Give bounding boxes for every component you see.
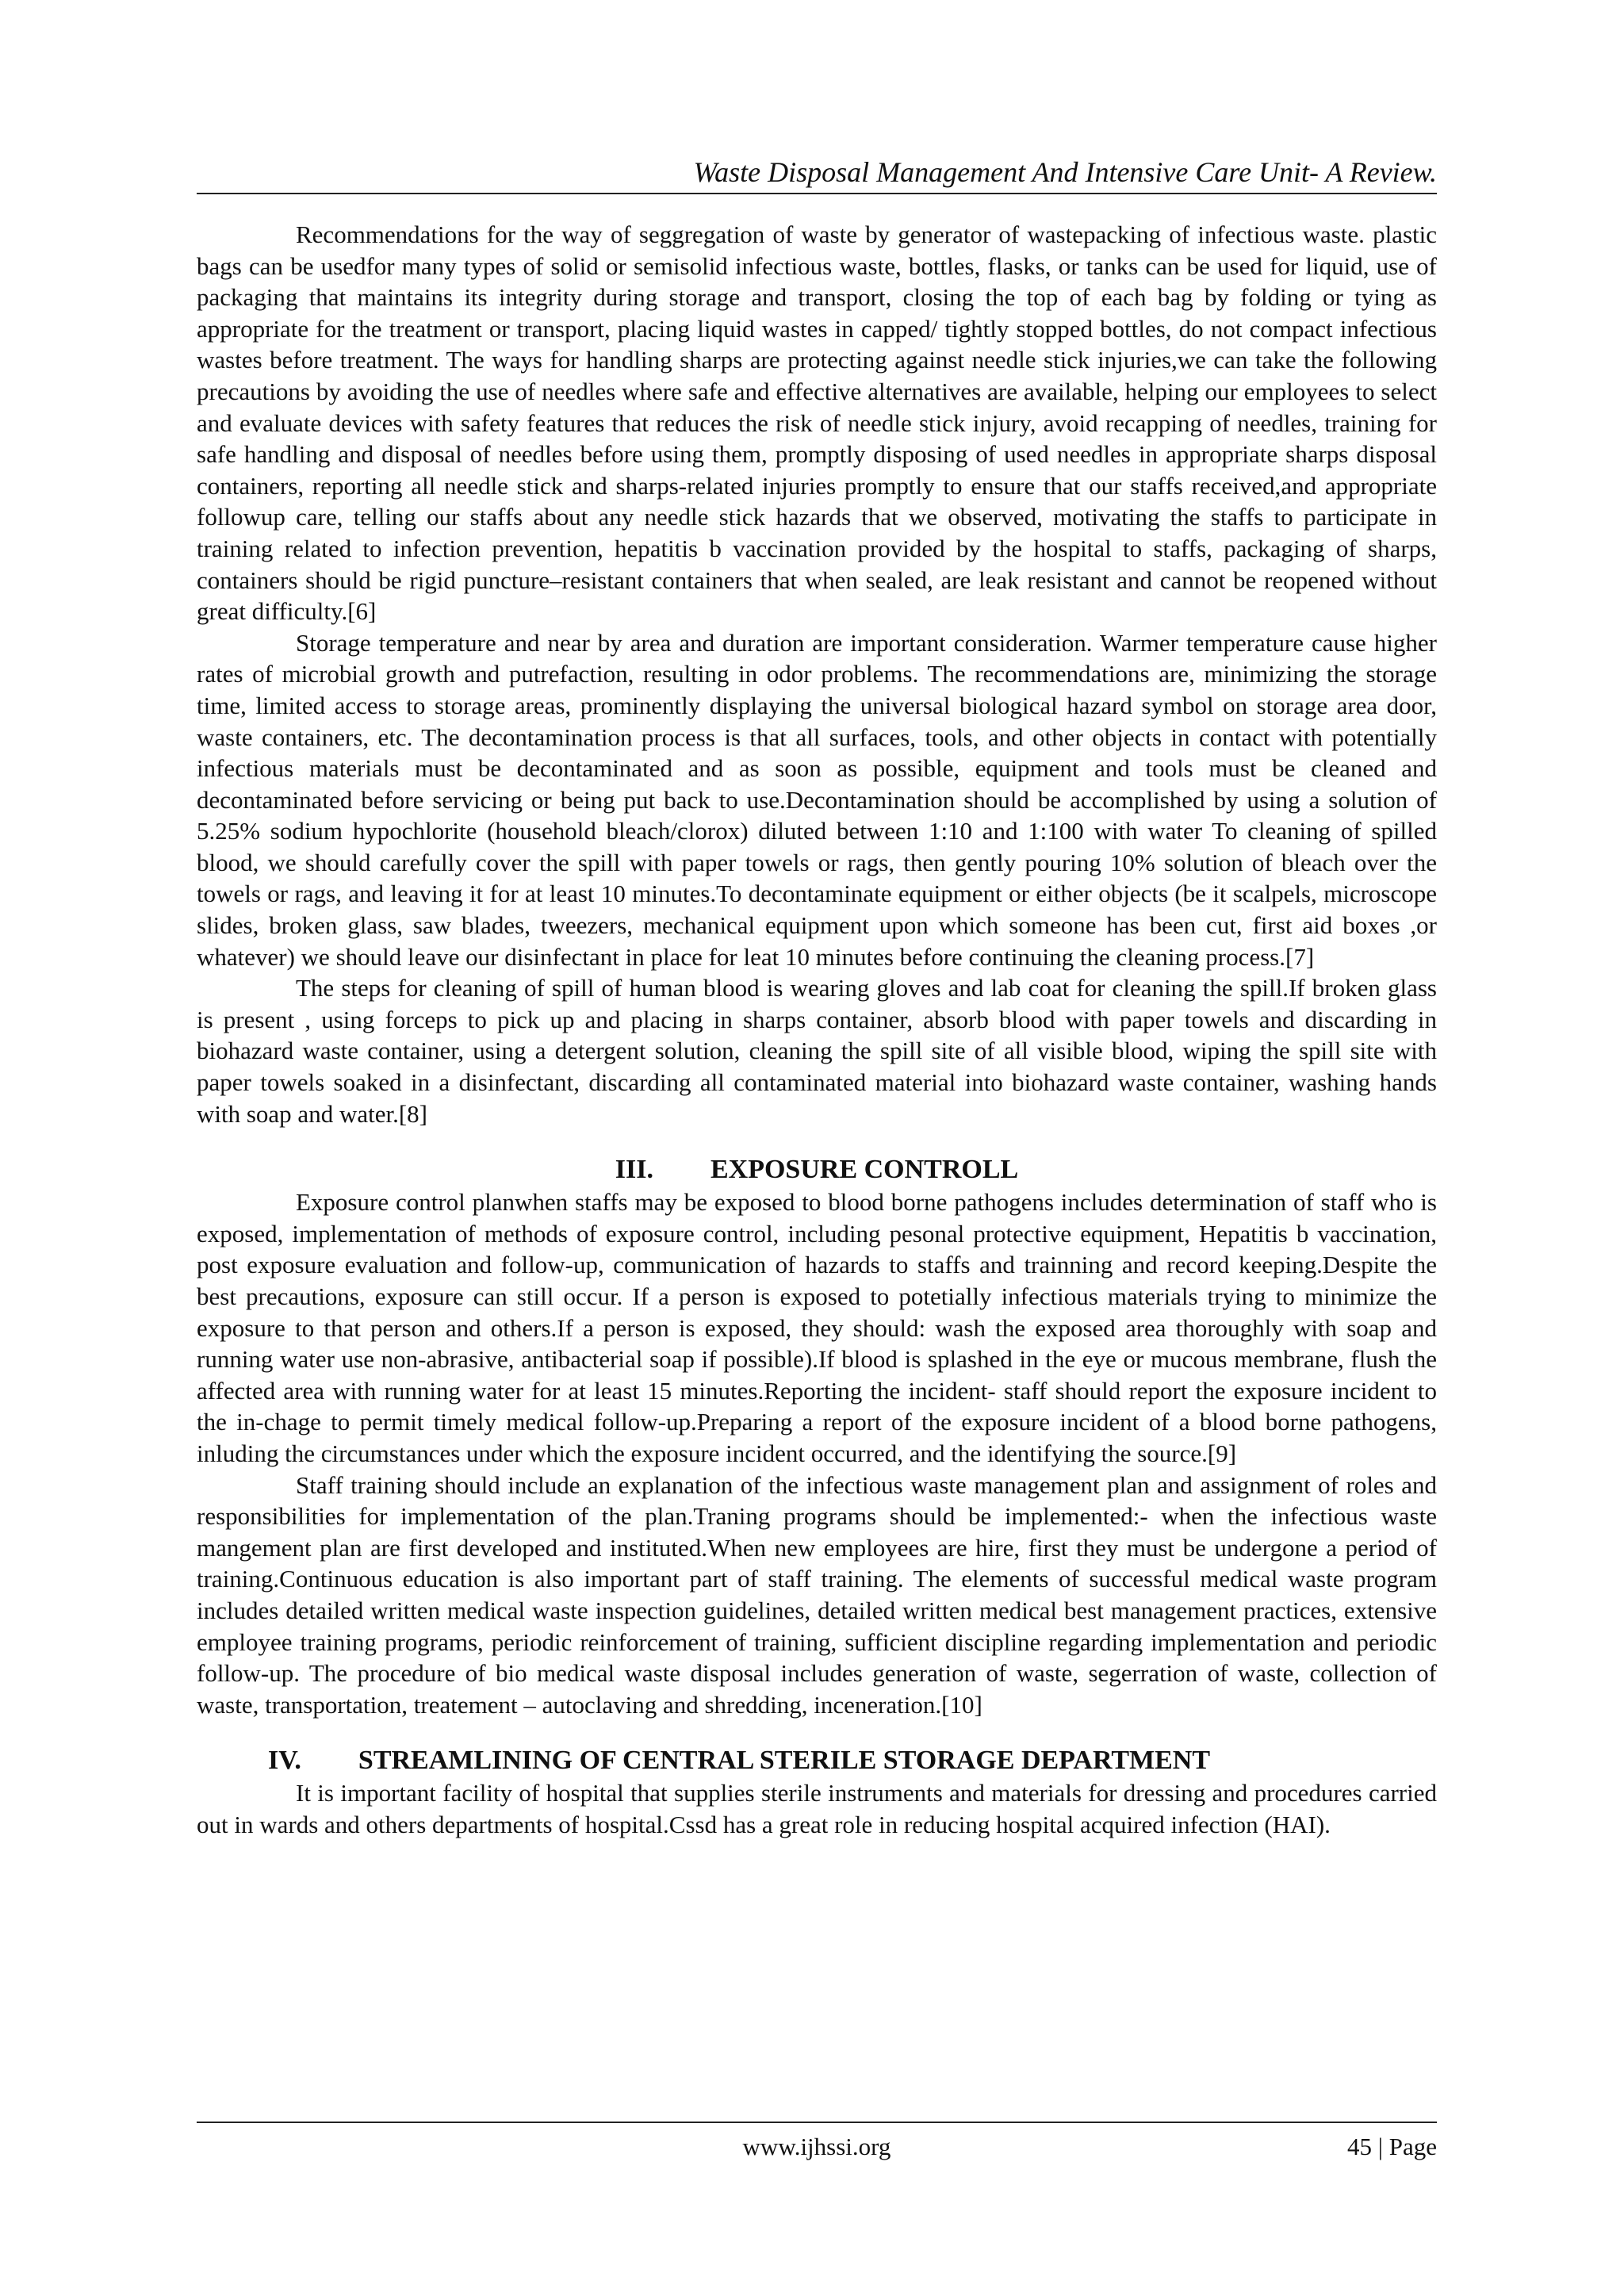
paragraph: Exposure control planwhen staffs may be exposed to blood borne pathogens includes determination of staff who is exposed, implementation of methods of exposure control, including pesonal protective equipment, Hepatitis b vaccination, post exposure evaluation and follow-up, communication of hazards to staffs and trainning and record keeping.Despite the best precautions, exposure can still occur. If a person is exposed to potetially infectious materials trying to minimize the exposure to that person and others.If a person is exposed, they should: wash the exposed area thoroughly with soap and running water use non-abrasive, antibacterial soap if possible).If blood is splashed in the eye or mucous membrane, flush the affected area with running water for at least 15 minutes.Reporting the incident- staff should report the exposure incident to the in-chage to permit timely medical follow-up.Preparing a report of the exposure incident of a blood borne pathogens, inluding the circumstances under which the exposure incident occurred, and the identifying the source.[9] bbox=[197, 1188, 1437, 1467]
section-title: STREAMLINING OF CENTRAL STERILE STORAGE DEPARTMENT bbox=[358, 1746, 1211, 1776]
footer-rule bbox=[197, 2122, 1437, 2123]
page-number: 45 | Page bbox=[1347, 2133, 1437, 2160]
paragraph: Staff training should include an explanation of the infectious waste management plan and assignment of roles and responsibilities for implementation of the plan.Traning programs should be implemented:- when the infectious waste mangement plan are first developed and instituted.When new employees are hire, first they must be undergone a period of training.Continuous education is also important part of staff training. The elements of successful medical waste program includes detailed written medical waste inspection guidelines, detailed written medical best management practices, extensive employee training programs, periodic reinforcement of training, sufficient discipline regarding implementation and periodic follow-up. The procedure of bio medical waste disposal includes generation of waste, segerration of waste, collection of waste, transportation, treatement – autoclaving and shredding, inceneration.[10] bbox=[197, 1470, 1437, 1719]
article-body bbox=[197, 219, 1437, 1841]
journal-url: www.ijhssi.org bbox=[742, 2133, 891, 2160]
paragraph: Storage temperature and near by area and duration are important consideration. Warmer temperature cause higher rates of microbial growth and putrefaction, resulting in odor problems. The recommendations are, minimizing the storage time, limited access to storage areas, prominently displaying the universal biological hazard symbol on storage area door, waste containers, etc. The decontamination process is that all surfaces, tools, and other objects in contact with potentially infectious materials must be decontaminated and as soon as possible, equipment and tools must be cleaned and decontaminated before servicing or being put back to use.Decontamination should be accomplished by using a solution of 5.25% sodium hypochlorite (household bleach/clorox) diluted between 1:10 and 1:100 with water To cleaning of spilled blood, we should carefully cover the spill with paper towels or rags, then gently pouring 10% solution of bleach over the towels or rags, and leaving it for at least 10 minutes.To decontaminate equipment or either objects (be it scalpels, microscope slides, broken glass, saw blades, tweezers, mechanical equipment upon which someone has been cut, first aid boxes ,or whatever) we should leave our disinfectant in place for leat 10 minutes before continuing the cleaning process.[7] bbox=[197, 628, 1437, 971]
section-number: III. bbox=[615, 1155, 653, 1185]
paragraph: It is important facility of hospital that supplies sterile instruments and materials for dressing and procedures carried out in wards and others departments of hospital.Cssd has a great role in reducing hospital acquired infection (HAI). bbox=[197, 1779, 1437, 1838]
paragraph: The steps for cleaning of spill of human blood is wearing gloves and lab coat for cleaning the spill.If broken glass is present , using forceps to pick up and placing in sharps container, absorb blood with paper towels and discarding in biohazard waste container, using a detergent solution, cleaning the spill site of all visible blood, wiping the spill site with paper towels soaked in a disinfectant, discarding all contaminated material into biohazard waste container, washing hands with soap and water.[8] bbox=[197, 974, 1437, 1128]
header-rule bbox=[197, 193, 1437, 194]
section-title: EXPOSURE CONTROLL bbox=[710, 1155, 1019, 1185]
running-title: Waste Disposal Management And Intensive Care Unit- A Review. bbox=[693, 156, 1437, 188]
section-heading-cssd bbox=[197, 1744, 1437, 1777]
section-heading-exposure-control bbox=[197, 1153, 1437, 1186]
section-number: IV. bbox=[268, 1746, 301, 1776]
paragraph: Recommendations for the way of seggregation of waste by generator of wastepacking of infectious waste. plastic bags can be usedfor many types of solid or semisolid infectious waste, bottles, flasks, or tanks can be used for liquid, use of packaging that maintains its integrity during storage and transport, closing the top of each bag by folding or tying as appropriate for the treatment or transport, placing liquid wastes in capped/ tightly stopped bottles, do not compact infectious wastes before treatment. The ways for handling sharps are protecting against needle stick injuries,we can take the following precautions by avoiding the use of needles where safe and effective alternatives are available, helping our employees to select and evaluate devices with safety features that reduces the risk of needle stick injury, avoid recapping of needles, training for safe handling and disposal of needles before using them, promptly disposing of used needles in appropriate sharps disposal containers, reporting all needle stick and sharps-related injuries promptly to ensure that our staffs received,and appropriate followup care, telling our staffs about any needle stick hazards that we observed, motivating the staffs to participate in training related to infection prevention, hepatitis b vaccination provided by the hospital to staffs, packaging of sharps, containers should be rigid puncture–resistant containers that when sealed, are leak resistant and cannot be reopened without great difficulty.[6] bbox=[197, 220, 1437, 626]
